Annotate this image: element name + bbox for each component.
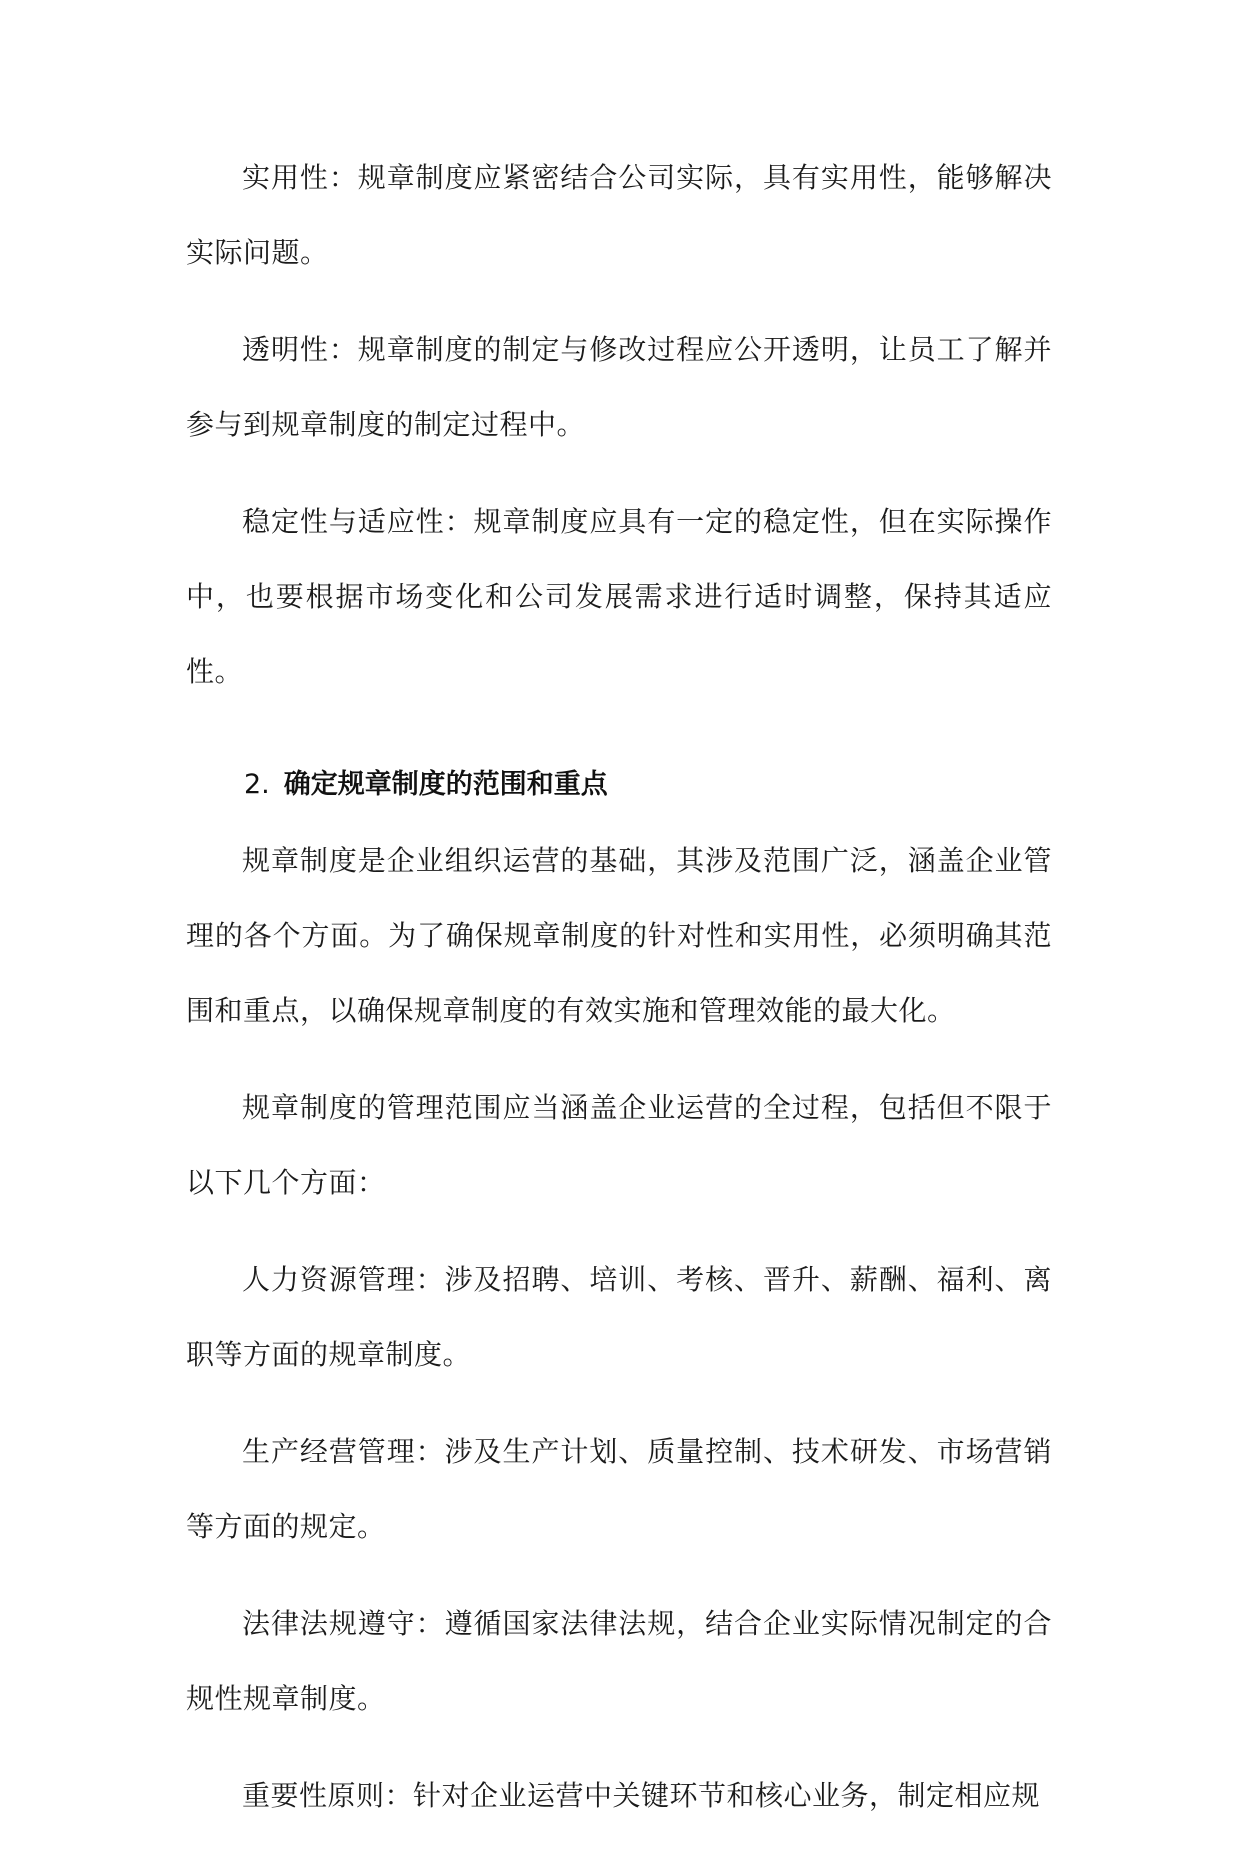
paragraph-stability: 稳定性与适应性：规章制度应具有一定的稳定性，但在实际操作中，也要根据市场变化和公司发展需求进行适时调整，保持其适应性。 [186, 505, 1052, 688]
paragraph-hr-management: 人力资源管理：涉及招聘、培训、考核、晋升、薪酬、福利、离职等方面的规章制度。 [186, 1263, 1052, 1371]
paragraph-practicality: 实用性：规章制度应紧密结合公司实际，具有实用性，能够解决实际问题。 [186, 161, 1052, 269]
section-heading [186, 757, 1052, 813]
section-number: 2. [244, 769, 270, 800]
section-title: 确定规章制度的范围和重点 [283, 769, 608, 800]
paragraph-legal-compliance: 法律法规遵守：遵循国家法律法规，结合企业实际情况制定的合规性规章制度。 [186, 1607, 1052, 1715]
paragraph-transparency: 透明性：规章制度的制定与修改过程应公开透明，让员工了解并参与到规章制度的制定过程中。 [186, 333, 1052, 441]
paragraph-importance-principle: 重要性原则：针对企业运营中关键环节和核心业务，制定相应规 [242, 1779, 1041, 1812]
paragraph-scope-intro: 规章制度是企业组织运营的基础，其涉及范围广泛，涵盖企业管理的各个方面。为了确保规章制度的针对性和实用性，必须明确其范围和重点，以确保规章制度的有效实施和管理效能的最大化。 [186, 844, 1052, 1027]
paragraph-production-management: 生产经营管理：涉及生产计划、质量控制、技术研发、市场营销等方面的规定。 [186, 1435, 1052, 1543]
paragraph-scope-list-intro: 规章制度的管理范围应当涵盖企业运营的全过程，包括但不限于以下几个方面： [186, 1091, 1052, 1199]
document-body [186, 140, 1052, 1855]
